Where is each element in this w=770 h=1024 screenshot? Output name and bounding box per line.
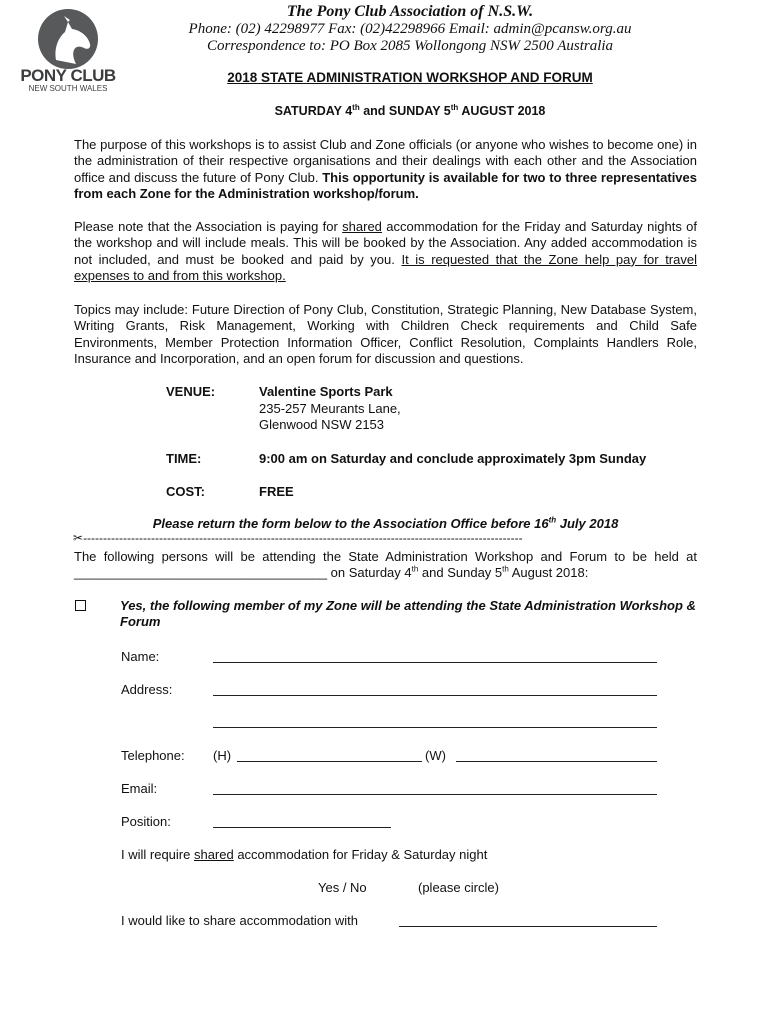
cost-label: COST: [166,484,205,499]
page-title: 2018 STATE ADMINISTRATION WORKSHOP AND FORUM [227,70,593,85]
address-line: Correspondence to: PO Box 2085 Wollongong NSW 2500 Australia [206,38,614,54]
venue-blank: ___________________________________ [74,565,328,581]
please-circle-note: (please circle) [418,880,499,895]
share-with-field[interactable] [399,926,657,927]
email-label: Email: [121,781,158,796]
org-title: The Pony Club Association of N.S.W. [286,3,534,20]
home-phone-label: (H) [213,748,232,763]
yes-no-option[interactable]: Yes / No [318,880,367,895]
time-value: 9:00 am on Saturday and conclude approximately 3pm Sunday [259,451,647,466]
attending-statement: Yes, the following member of my Zone will be attending the State Administration Workshop & Forum [120,598,696,630]
work-phone-label: (W) [425,748,446,763]
address-label: Address: [121,682,173,697]
venue-street: 235-257 Meurants Lane, [259,401,401,416]
address-field-line2[interactable] [213,727,657,728]
telephone-label: Telephone: [121,748,185,763]
time-label: TIME: [166,451,202,466]
cut-line: ✂-------------------------------------------------------------------------------------------------------------- [73,531,523,545]
home-phone-field[interactable] [237,761,422,762]
position-label: Position: [121,814,171,829]
topics-paragraph: Topics may include: Future Direction of Pony Club, Constitution, Strategic Planning, New Database System, Writing Grants, Risk Management, Working with Children Check requirements and Child Safe Environments, Member Protection Information Officer, Conflict Resolution, Complaints Handlers Role, Insurance and Incorporation, and an open forum for discussion and questions. [74,302,697,367]
pony-club-logo [18,8,118,94]
form-intro: The following persons will be attending the State Administration Workshop and Forum to be held at ___________________________________ on Saturday 4th and Sunday 5th August 2018: [74,549,697,581]
purpose-paragraph: The purpose of this workshops is to assist Club and Zone officials (or anyone who wishes to become one) in the administration of their respective organisations and their dealings with each other and the Association office and discuss the future of Pony Club. This opportunity is available for two to three representatives from each Zone for the Administration workshop/forum. [74,137,697,202]
scissors-icon: ✂ [73,531,84,545]
event-dates: SATURDAY 4th and SUNDAY 5th AUGUST 2018 [274,102,546,118]
accommodation-paragraph: Please note that the Association is paying for shared accommodation for the Friday and Saturday nights of the workshop and will include meals. This will be booked by the Association. Any added accommodation is not included, and must be booked and paid by you. It is requested that the Zone help pay for travel expenses to and from this workshop. [74,219,697,284]
email-field[interactable] [213,794,657,795]
logo-subtext: NEW SOUTH WALES [28,84,108,93]
attending-checkbox[interactable] [75,600,86,611]
logo-text: PONY CLUB [20,66,116,85]
name-label: Name: [121,649,160,664]
accommodation-question: I will require shared accommodation for Friday & Saturday night [121,847,488,862]
contact-line: Phone: (02) 42298977 Fax: (02)42298966 Email: admin@pcansw.org.au [188,21,632,37]
address-field-line1[interactable] [213,695,657,696]
work-phone-field[interactable] [456,761,657,762]
return-note: Please return the form below to the Association Office before 16th July 2018 [152,515,619,531]
position-field[interactable] [213,827,391,828]
venue-suburb: Glenwood NSW 2153 [259,417,385,432]
venue-label: VENUE: [166,384,216,399]
share-with-label: I would like to share accommodation with [121,913,359,928]
name-field[interactable] [213,662,657,663]
venue-name: Valentine Sports Park [259,384,393,399]
horse-head-logo-icon [18,8,118,70]
cost-value: FREE [259,484,294,499]
